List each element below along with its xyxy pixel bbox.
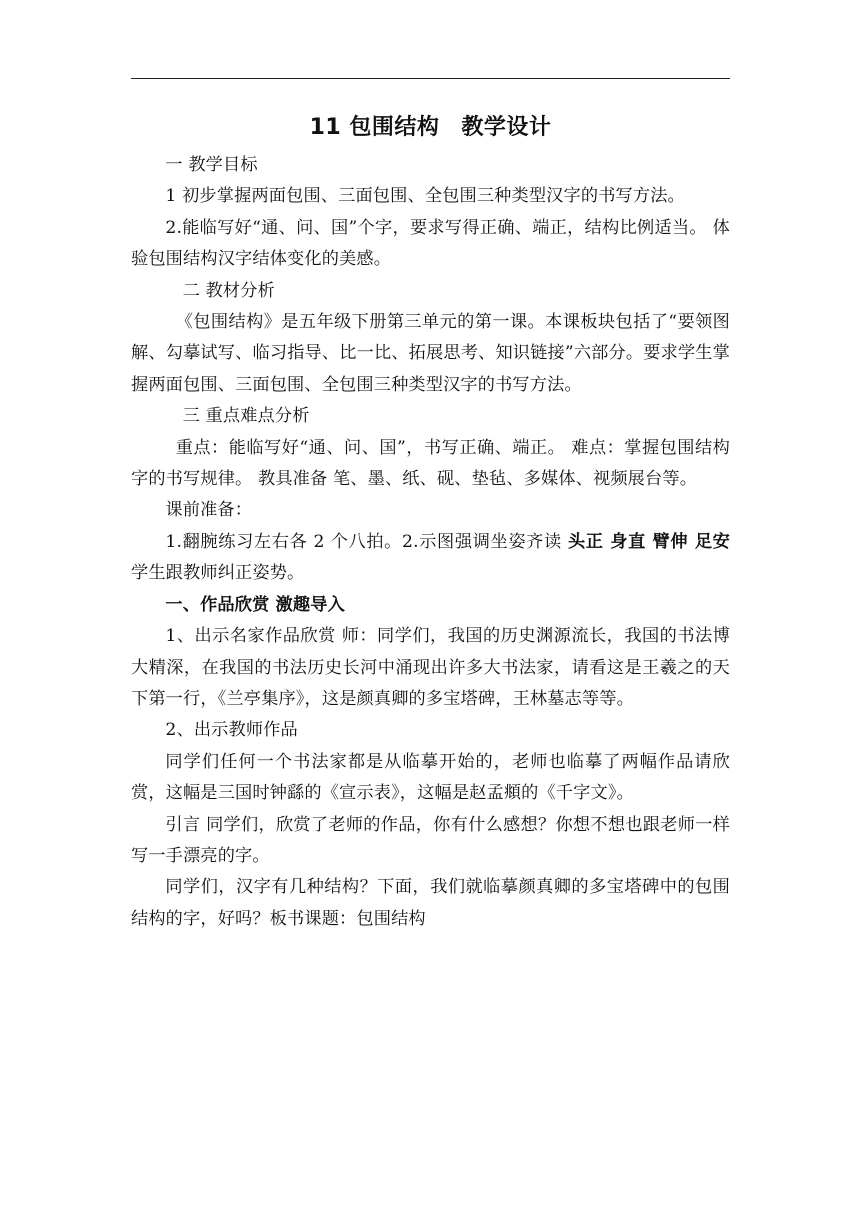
header-rule	[131, 78, 730, 79]
intro-text: 引言 同学们，欣赏了老师的作品，你有什么感想？你想不想也跟老师一样写一手漂亮的字。	[131, 814, 730, 866]
prep-text: 1.翻腕练习左右各 2 个八拍。2.示图强调坐姿齐读 头正 身直 臂伸 足安 学生跟教师纠正姿势。	[131, 531, 730, 584]
page-title: 11 包围结构 教学设计	[309, 115, 552, 140]
goal-2: 2.能临写好“通、问、国”个字，要求写得正确、端正，结构比例适当。 体验包围结构汉字结体变化的美感。	[131, 217, 730, 270]
analysis-text: 《包围结构》是五年级下册第三单元的第一课。本课板块包括了“要领图解、勾摹试写、临习指导、比一比、拓展思考、知识链接”六部分。要求学生掌握两面包围、三面包围、全包围三种类型汉字的书写方法。	[131, 312, 730, 395]
closing-text: 同学们，汉字有几种结构？下面，我们就临摹颜真卿的多宝塔碑中的包围结构的字，好吗？板书课题：包围结构	[131, 877, 730, 929]
keypoints-heading: 三 重点难点分析	[182, 406, 310, 427]
part1-item2-heading: 2、出示教师作品	[165, 720, 298, 741]
document-body	[131, 112, 730, 935]
goals-heading: 一 教学目标	[165, 155, 258, 175]
keypoints-text: 重点：能临写好“通、问、国”，书写正确、端正。 难点：掌握包围结构字的书写规律。 教具准备 笔、墨、纸、砚、垫毡、多媒体、视频展台等。	[131, 437, 730, 490]
part1-item1: 1、出示名家作品欣赏 师：同学们，我国的历史渊源流长，我国的书法博大精深，在我国的书法历史长河中涌现出许多大书法家，请看这是王羲之的天下第一行，《兰亭集序》，这是颜真卿的多宝塔碑，王林墓志等等。	[131, 626, 730, 709]
goal-1: 1 初步掌握两面包围、三面包围、全包围三种类型汉字的书写方法。	[165, 186, 685, 207]
prep-heading: 课前准备：	[165, 500, 253, 521]
posture-chant: 头正 身直 臂伸 足安	[567, 531, 730, 552]
part1-item2-text: 同学们任何一个书法家都是从临摹开始的，老师也临摹了两幅作品请欣赏，这幅是三国时钟繇的《宣示表》，这幅是赵孟頫的《千字文》。	[131, 751, 730, 804]
analysis-heading: 二 教材分析	[182, 280, 275, 301]
part1-heading: 一、作品欣赏 激趣导入	[165, 594, 345, 615]
